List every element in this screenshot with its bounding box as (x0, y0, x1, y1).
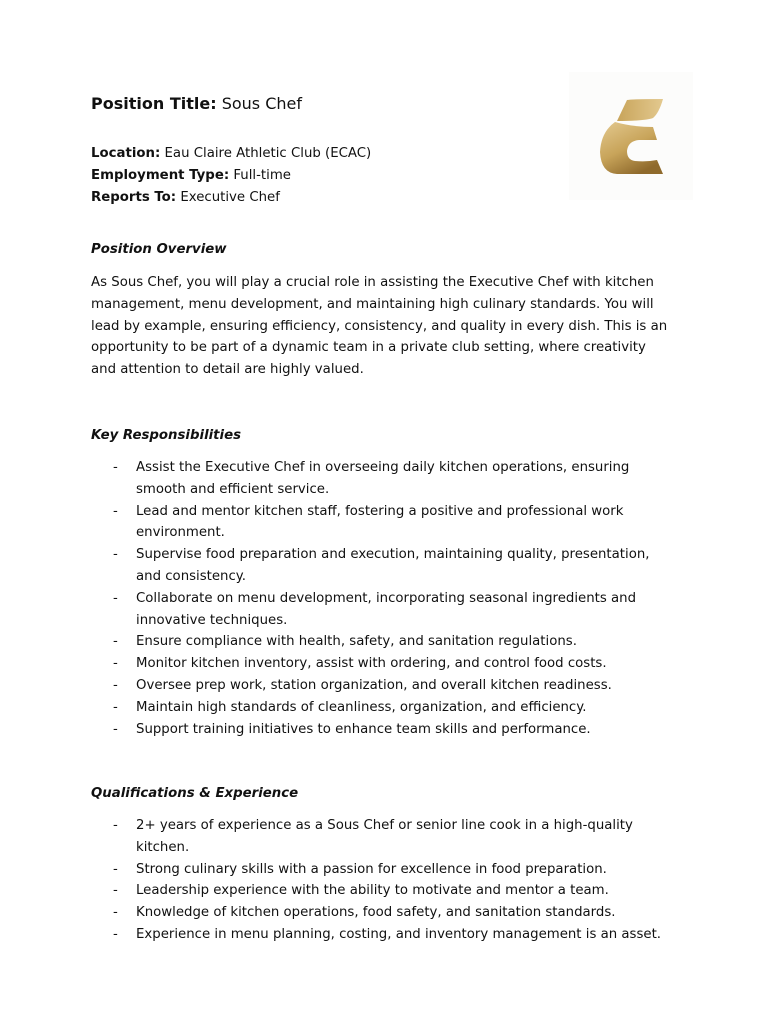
location-line (91, 143, 371, 165)
list-item-text: Supervise food preparation and execution, maintaining quality, presentation, and consistency. (136, 547, 650, 584)
list-item-text: Oversee prep work, station organization, and overall kitchen readiness. (136, 677, 612, 693)
bullet-dash: - (113, 460, 118, 475)
employment-type-label: Employment Type: (91, 167, 230, 183)
logo-body-stroke (600, 122, 663, 174)
position-overview-heading: Position Overview (91, 242, 227, 257)
reports-to-label: Reports To: (91, 189, 177, 205)
list-item (91, 457, 671, 501)
bullet-dash: - (113, 721, 118, 737)
list-item (91, 631, 671, 653)
bullet-dash: - (113, 503, 118, 519)
responsibilities-list (91, 457, 671, 740)
list-item (91, 880, 671, 902)
bullet-dash: - (113, 590, 118, 606)
list-item (91, 544, 671, 588)
bullet-dash: - (113, 547, 118, 563)
position-title-value: Sous Chef (221, 94, 302, 113)
list-item (91, 859, 671, 881)
qualifications-list (91, 815, 671, 946)
reports-to-value: Executive Chef (180, 189, 280, 205)
list-item-text: Monitor kitchen inventory, assist with ordering, and control food costs. (136, 656, 607, 672)
key-responsibilities-heading: Key Responsibilities (91, 428, 242, 443)
list-item-text: Support training initiatives to enhance team skills and performance. (136, 721, 591, 737)
logo-top-stroke (617, 99, 663, 121)
list-item (91, 924, 671, 946)
position-title-label: Position Title: (91, 94, 217, 113)
list-item-text: Strong culinary skills with a passion for excellence in food preparation. (136, 861, 607, 877)
list-item (91, 675, 671, 697)
list-item (91, 902, 671, 924)
qualifications-heading: Qualifications & Experience (91, 786, 299, 801)
list-item (91, 588, 671, 632)
bullet-dash: - (113, 883, 118, 899)
employment-type-line (91, 165, 371, 187)
list-item (91, 653, 671, 675)
bullet-dash: - (113, 905, 118, 921)
list-item-text: 2+ years of experience as a Sous Chef or senior line cook in a high-quality kitchen. (136, 818, 633, 855)
employment-type-value: Full-time (233, 167, 291, 183)
position-title (91, 93, 302, 115)
bullet-dash: - (113, 818, 118, 833)
list-item-text: Assist the Executive Chef in overseeing daily kitchen operations, ensuring smooth and efficient service. (136, 460, 630, 497)
bullet-dash: - (113, 699, 118, 715)
list-item (91, 697, 671, 719)
list-item-text: Knowledge of kitchen operations, food safety, and sanitation standards. (136, 905, 616, 921)
e-logo-icon (569, 72, 693, 200)
location-value: Eau Claire Athletic Club (ECAC) (164, 146, 372, 161)
list-item-text: Experience in menu planning, costing, and inventory management is an asset. (136, 926, 662, 942)
job-meta (91, 143, 371, 208)
club-logo (569, 72, 693, 200)
list-item (91, 815, 671, 859)
reports-to-line (91, 187, 371, 209)
bullet-dash: - (113, 634, 118, 650)
position-overview-text: As Sous Chef, you will play a crucial role in assisting the Executive Chef with kitchen management, menu development, and maintaining high culinary standards. You will lead by example, ensuring efficiency, consistency, and quality in every dish. This is an opportunity to be part of a dynamic team in a private club setting, where creativity and attention to detail are highly valued. (91, 275, 668, 378)
list-item (91, 719, 671, 741)
list-item-text: Lead and mentor kitchen staff, fostering a positive and professional work environment. (136, 503, 624, 541)
list-item-text: Collaborate on menu development, incorporating seasonal ingredients and innovative techniques. (136, 590, 637, 628)
bullet-dash: - (113, 656, 118, 672)
list-item-text: Leadership experience with the ability to motivate and mentor a team. (136, 883, 609, 899)
bullet-dash: - (113, 677, 118, 693)
list-item (91, 501, 671, 545)
bullet-dash: - (113, 926, 118, 942)
list-item-text: Ensure compliance with health, safety, and sanitation regulations. (136, 634, 577, 650)
location-label: Location: (91, 146, 161, 161)
bullet-dash: - (113, 861, 118, 877)
list-item-text: Maintain high standards of cleanliness, organization, and efficiency. (136, 699, 587, 715)
